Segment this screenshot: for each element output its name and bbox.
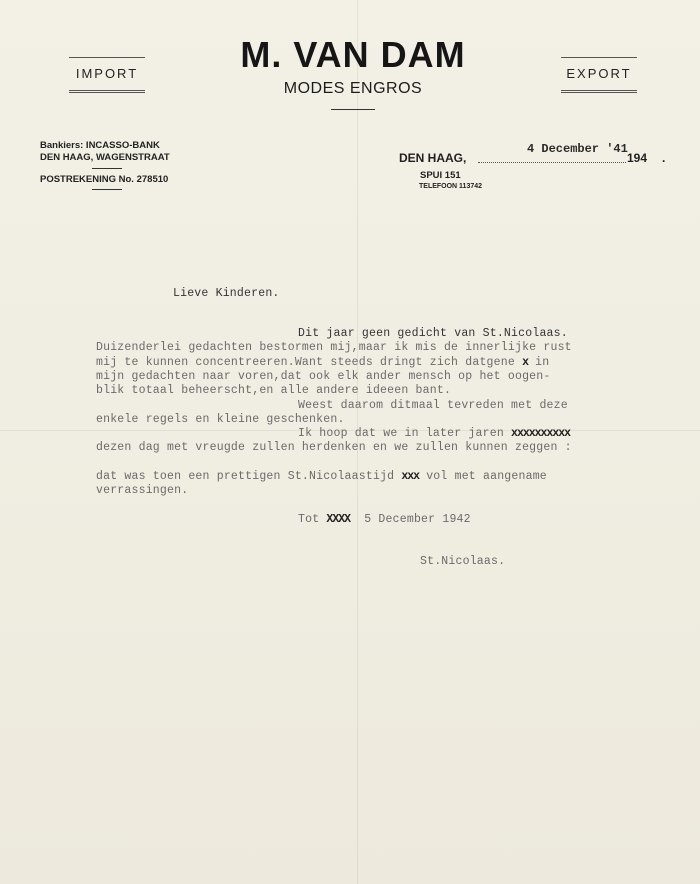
letter-line-10-tail: vol met aangename xyxy=(426,470,547,483)
letter-line-3-text: mij te kunnen concentreeren.Want steeds dringt zich datgene xyxy=(96,356,515,369)
letter-line-1: Dit jaar geen gedicht van St.Nicolaas. xyxy=(298,327,568,340)
letter-line-8 xyxy=(298,427,570,440)
closing-strike: XXXX xyxy=(326,513,351,526)
letter-line-4: mijn gedachten naar voren,dat ook elk ander mensch op het oogen- xyxy=(96,370,551,383)
letter-line-9: dezen dag met vreugde zullen herdenken en we zullen kunnen zeggen : xyxy=(96,441,572,454)
closing-prefix: Tot xyxy=(298,513,320,526)
letter-line-10-strike: xxx xyxy=(401,470,420,483)
letter-line-11: verrassingen. xyxy=(96,484,189,497)
date-period: . xyxy=(662,151,666,165)
letter-line-7: enkele regels en kleine geschenken. xyxy=(96,413,345,426)
bank-name: Bankiers: INCASSO-BANK xyxy=(40,140,160,151)
city-label: DEN HAAG, xyxy=(399,151,467,165)
date-dotted-line xyxy=(478,162,626,163)
salutation: Lieve Kinderen. xyxy=(173,287,280,300)
letter-line-10 xyxy=(96,470,547,483)
postrekening-divider xyxy=(92,189,122,190)
street-address: SPUI 151 xyxy=(420,170,461,181)
letter-line-5: blik totaal beheerscht,en alle andere ideeen bant. xyxy=(96,384,452,397)
export-bottom-rule xyxy=(561,90,637,93)
closing-date: 5 December 1942 xyxy=(364,513,471,526)
export-label: EXPORT xyxy=(566,66,632,81)
telephone-number: TELEFOON 113742 xyxy=(419,183,483,190)
company-name: M. VAN DAM xyxy=(240,34,466,75)
import-label: IMPORT xyxy=(75,66,139,81)
letter-line-10-text: dat was toen een prettigen St.Nicolaastijd xyxy=(96,470,395,483)
import-label-block xyxy=(69,57,145,93)
year-prefix: 194 xyxy=(627,151,648,165)
export-label-block xyxy=(561,57,637,93)
letter-line-8-text: Ik hoop dat we in later jaren xyxy=(298,427,504,440)
import-bottom-rule xyxy=(69,90,145,93)
letter-line-3-strike: x xyxy=(522,356,528,369)
letter-line-2: Duizenderlei gedachten bestormen mij,maar ik mis de innerlijke rust xyxy=(96,341,572,354)
bank-divider xyxy=(92,168,122,169)
postrekening: POSTREKENING No. 278510 xyxy=(40,174,169,185)
signature: St.Nicolaas. xyxy=(420,555,506,568)
company-subtitle: MODES ENGROS xyxy=(283,80,423,97)
letter-line-3 xyxy=(96,356,549,369)
typed-date: 4 December '41 xyxy=(527,142,628,156)
letter-line-6: Weest daarom ditmaal tevreden met deze xyxy=(298,399,568,412)
bank-address: DEN HAAG, WAGENSTRAAT xyxy=(40,152,170,163)
company-divider xyxy=(331,109,375,110)
letter-line-8-strike: xxxxxxxxxx xyxy=(511,427,571,440)
closing-line xyxy=(298,513,471,526)
letter-line-3-tail: in xyxy=(535,356,550,369)
